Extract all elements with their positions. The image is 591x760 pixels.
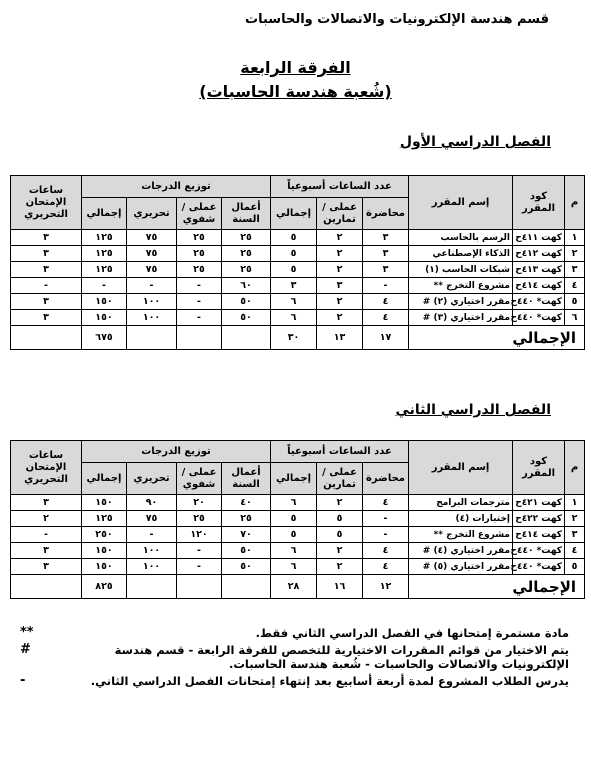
written-grade: ٩٠: [127, 495, 177, 511]
col-grades-total: إجمالي: [82, 463, 127, 495]
course-code: كهت ٤٢٢ح: [513, 511, 565, 527]
lecture-hours: -: [363, 511, 409, 527]
col-written: تحريري: [127, 198, 177, 230]
year-work: ٦٠: [222, 278, 271, 294]
col-code: كود المقرر: [513, 176, 565, 230]
total-label: الإجمالي: [409, 575, 585, 599]
col-hours-group: عدد الساعات أسبوعياً: [271, 176, 409, 198]
table-row: [11, 527, 585, 543]
lecture-hours: ٤: [363, 310, 409, 326]
total-empty: [127, 326, 177, 350]
note-text: يدرس الطلاب المشروع لمدة أربعة أسابيع بعد إنتهاء إمتحانات الفصل الدراسي الثاني.: [90, 674, 569, 688]
exam-hours: ٣: [11, 294, 82, 310]
exam-hours: ٣: [11, 310, 82, 326]
lecture-hours: ٤: [363, 294, 409, 310]
col-lecture: محاضرة: [363, 463, 409, 495]
oral-grade: -: [177, 310, 222, 326]
year-work: ٢٥: [222, 511, 271, 527]
total-empty: [177, 575, 222, 599]
row-num: ١: [565, 495, 585, 511]
col-hours-total: إجمالي: [271, 463, 317, 495]
note-text: يتم الاختيار من قوائم المقررات الاختيارية للتخصص للفرقة الرابعة - قسم هندسة الإلكترونيات والاتصالات والحاسبات - شُعبة هندسة الحاسبات.: [114, 643, 569, 671]
practical-hours: ٢: [317, 310, 363, 326]
written-grade: ٧٥: [127, 246, 177, 262]
exam-hours: ٣: [11, 495, 82, 511]
course-name: مقرر اختياري (٥) #: [409, 559, 513, 575]
table-row: [11, 543, 585, 559]
table-row: [11, 262, 585, 278]
total-empty: [222, 575, 271, 599]
row-num: ٦: [565, 310, 585, 326]
note-item: [20, 643, 575, 671]
total-hours: ٦: [271, 559, 317, 575]
practical-hours: ٣: [317, 278, 363, 294]
col-practical: عملى / تمارين: [317, 198, 363, 230]
total-practical: ١٣: [317, 326, 363, 350]
year-title: الفرقة الرابعة: [240, 58, 351, 77]
total-grade: ١٢٥: [82, 262, 127, 278]
total-grade: ١٥٠: [82, 310, 127, 326]
note-item: [20, 626, 575, 640]
col-grades-group: توزيع الدرجات: [82, 176, 271, 198]
semester1-table: [10, 175, 585, 350]
notes-section: [20, 626, 575, 691]
oral-grade: -: [177, 278, 222, 294]
practical-hours: ٥: [317, 511, 363, 527]
col-hours-group: عدد الساعات أسبوعياً: [271, 441, 409, 463]
col-practical: عملى / تمارين: [317, 463, 363, 495]
semester2-title: الفصل الدراسي الثاني: [395, 402, 551, 418]
row-num: ٢: [565, 511, 585, 527]
total-label: الإجمالي: [409, 326, 585, 350]
practical-hours: ٢: [317, 246, 363, 262]
total-hours: ٥: [271, 246, 317, 262]
total-hours: ٥: [271, 262, 317, 278]
total-empty: [127, 575, 177, 599]
oral-grade: ٢٥: [177, 262, 222, 278]
lecture-hours: ٣: [363, 262, 409, 278]
total-grade: ١٥٠: [82, 294, 127, 310]
total-grades: ٦٧٥: [82, 326, 127, 350]
col-hours-total: إجمالي: [271, 198, 317, 230]
note-mark: **: [20, 625, 34, 640]
course-code: كهت* ٤٤٠ح: [513, 559, 565, 575]
oral-grade: -: [177, 543, 222, 559]
total-grade: ١٢٥: [82, 230, 127, 246]
course-code: كهت ٤٢١ح: [513, 495, 565, 511]
total-empty: [11, 326, 82, 350]
exam-hours: ٣: [11, 262, 82, 278]
total-empty: [11, 575, 82, 599]
oral-grade: ١٢٠: [177, 527, 222, 543]
oral-grade: -: [177, 294, 222, 310]
row-num: ٥: [565, 559, 585, 575]
row-num: ٥: [565, 294, 585, 310]
table-row: [11, 310, 585, 326]
written-grade: ١٠٠: [127, 543, 177, 559]
oral-grade: ٢٥: [177, 230, 222, 246]
lecture-hours: -: [363, 278, 409, 294]
course-code: كهت ٤١٢ح: [513, 246, 565, 262]
table-row: [11, 278, 585, 294]
written-grade: -: [127, 527, 177, 543]
year-work: ٥٠: [222, 543, 271, 559]
total-hours: ٦: [271, 294, 317, 310]
oral-grade: ٢٥: [177, 246, 222, 262]
col-exam-hours: ساعات الإمتحان التحريري: [11, 441, 82, 495]
col-grades-group: توزيع الدرجات: [82, 441, 271, 463]
oral-grade: ٢٠: [177, 495, 222, 511]
practical-hours: ٢: [317, 543, 363, 559]
practical-hours: ٢: [317, 495, 363, 511]
year-work: ٧٠: [222, 527, 271, 543]
col-num: م: [565, 441, 585, 495]
course-code: كهت* ٤٤٠ح: [513, 294, 565, 310]
lecture-hours: ٣: [363, 246, 409, 262]
total-hours: ٣٠: [271, 326, 317, 350]
col-num: م: [565, 176, 585, 230]
course-code: كهت* ٤٤٠ح: [513, 310, 565, 326]
total-grade: ١٢٥: [82, 511, 127, 527]
exam-hours: ٣: [11, 559, 82, 575]
practical-hours: ٢: [317, 294, 363, 310]
exam-hours: ٣: [11, 246, 82, 262]
course-code: كهت ٤١٣ح: [513, 262, 565, 278]
course-code: كهت ٤١٤ح: [513, 278, 565, 294]
year-work: ٥٠: [222, 294, 271, 310]
lecture-hours: ٤: [363, 559, 409, 575]
total-empty: [222, 326, 271, 350]
semester2-table: [10, 440, 585, 599]
course-code: كهت* ٤٤٠ح: [513, 543, 565, 559]
total-practical: ١٦: [317, 575, 363, 599]
col-year-work: أعمال السنة: [222, 198, 271, 230]
total-grades: ٨٢٥: [82, 575, 127, 599]
table-row: [11, 246, 585, 262]
col-year-work: أعمال السنة: [222, 463, 271, 495]
total-hours: ٦: [271, 310, 317, 326]
total-hours: ٦: [271, 543, 317, 559]
course-name: إختبارات (٤): [409, 511, 513, 527]
col-exam-hours: ساعات الإمتحان التحريري: [11, 176, 82, 230]
course-name: مشروع التخرج **: [409, 527, 513, 543]
total-hours: ٥: [271, 527, 317, 543]
course-name: مقرر اختياري (٢) #: [409, 294, 513, 310]
table-row: [11, 559, 585, 575]
total-lecture: ١٢: [363, 575, 409, 599]
practical-hours: ٢: [317, 230, 363, 246]
oral-grade: -: [177, 559, 222, 575]
total-hours: ٦: [271, 495, 317, 511]
practical-hours: ٢: [317, 262, 363, 278]
col-name: إسم المقرر: [409, 176, 513, 230]
note-mark: -: [20, 673, 26, 688]
course-code: كهت ٤١٤ح: [513, 527, 565, 543]
note-mark: #: [20, 642, 31, 657]
total-grade: -: [82, 278, 127, 294]
total-lecture: ١٧: [363, 326, 409, 350]
note-text: مادة مستمرة إمتحانها في الفصل الدراسي الثاني فقط.: [255, 626, 569, 640]
total-grade: ٢٥٠: [82, 527, 127, 543]
branch-title: (شُعبة هندسة الحاسبات): [199, 82, 392, 101]
lecture-hours: -: [363, 527, 409, 543]
note-item: [20, 674, 575, 688]
table-row: [11, 495, 585, 511]
written-grade: ١٠٠: [127, 294, 177, 310]
row-num: ٢: [565, 246, 585, 262]
lecture-hours: ٤: [363, 495, 409, 511]
table-row: [11, 511, 585, 527]
course-name: مترجمات البرامج: [409, 495, 513, 511]
written-grade: ٧٥: [127, 262, 177, 278]
year-work: ٥٠: [222, 559, 271, 575]
year-work: ٢٥: [222, 262, 271, 278]
practical-hours: ٥: [317, 527, 363, 543]
total-grade: ١٢٥: [82, 246, 127, 262]
written-grade: ١٠٠: [127, 559, 177, 575]
exam-hours: ٣: [11, 230, 82, 246]
course-name: شبكات الحاسب (١): [409, 262, 513, 278]
col-grades-total: إجمالي: [82, 198, 127, 230]
exam-hours: ٢: [11, 511, 82, 527]
table-row: [11, 294, 585, 310]
total-hours: ٥: [271, 511, 317, 527]
col-lecture: محاضرة: [363, 198, 409, 230]
total-grade: ١٥٠: [82, 559, 127, 575]
row-num: ١: [565, 230, 585, 246]
course-name: مقرر اختياري (٤) #: [409, 543, 513, 559]
department-title: قسم هندسة الإلكترونيات والاتصالات والحاسبات: [245, 12, 549, 27]
course-name: الذكاء الإصطناعي: [409, 246, 513, 262]
oral-grade: ٢٥: [177, 511, 222, 527]
col-written: تحريري: [127, 463, 177, 495]
exam-hours: -: [11, 527, 82, 543]
col-name: إسم المقرر: [409, 441, 513, 495]
year-work: ٢٥: [222, 246, 271, 262]
year-work: ٢٥: [222, 230, 271, 246]
written-grade: ٧٥: [127, 230, 177, 246]
written-grade: ٧٥: [127, 511, 177, 527]
col-code: كود المقرر: [513, 441, 565, 495]
lecture-hours: ٤: [363, 543, 409, 559]
course-name: مقرر اختياري (٣) #: [409, 310, 513, 326]
row-num: ٣: [565, 262, 585, 278]
written-grade: ١٠٠: [127, 310, 177, 326]
year-work: ٤٠: [222, 495, 271, 511]
written-grade: -: [127, 278, 177, 294]
total-grade: ١٥٠: [82, 495, 127, 511]
semester1-title: الفصل الدراسي الأول: [399, 134, 551, 150]
row-num: ٤: [565, 278, 585, 294]
total-empty: [177, 326, 222, 350]
col-oral: عملى / شفوي: [177, 198, 222, 230]
exam-hours: ٣: [11, 543, 82, 559]
exam-hours: -: [11, 278, 82, 294]
total-hours: ٣: [271, 278, 317, 294]
row-num: ٤: [565, 543, 585, 559]
total-hours: ٢٨: [271, 575, 317, 599]
practical-hours: ٢: [317, 559, 363, 575]
col-oral: عملى / شفوي: [177, 463, 222, 495]
table-row: [11, 230, 585, 246]
lecture-hours: ٣: [363, 230, 409, 246]
course-code: كهت ٤١١ح: [513, 230, 565, 246]
row-num: ٣: [565, 527, 585, 543]
course-name: مشروع التخرج **: [409, 278, 513, 294]
year-work: ٥٠: [222, 310, 271, 326]
total-hours: ٥: [271, 230, 317, 246]
total-grade: ١٥٠: [82, 543, 127, 559]
course-name: الرسم بالحاسب: [409, 230, 513, 246]
